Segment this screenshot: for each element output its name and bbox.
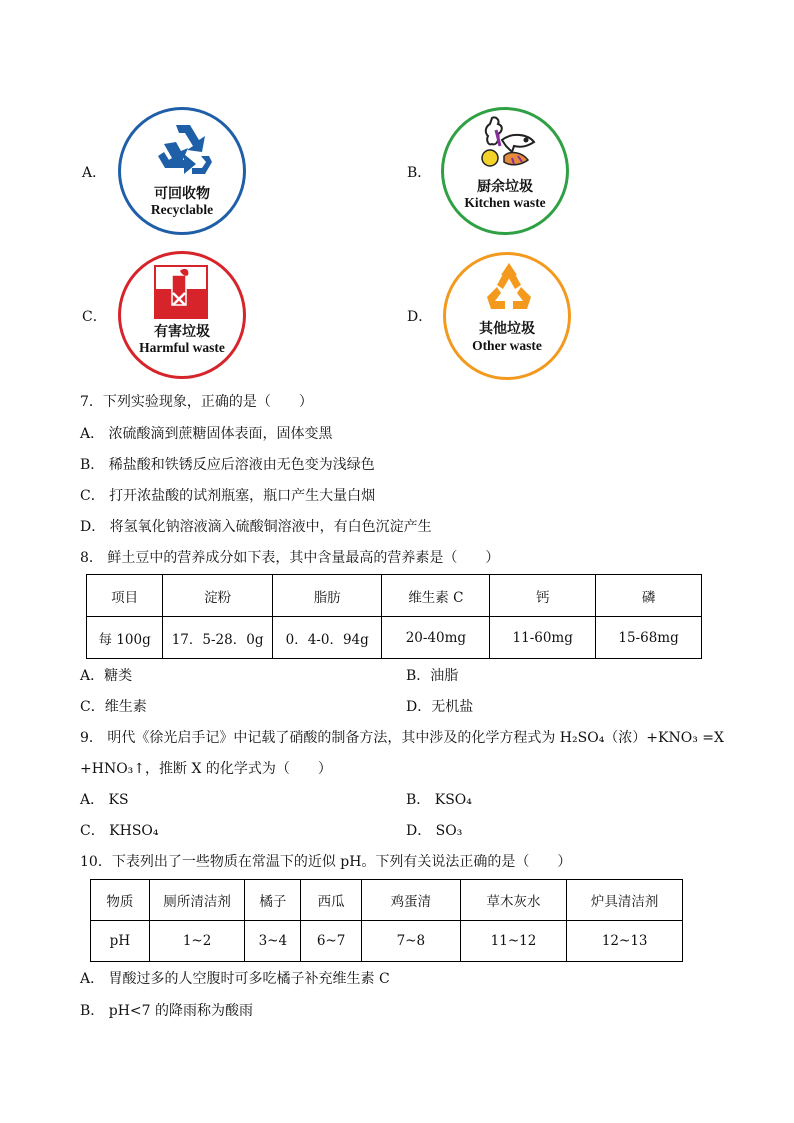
table-cell: 12~13 bbox=[567, 921, 683, 962]
question-9-option-c: C． KHSO₄ bbox=[80, 823, 159, 839]
question-9-option-b: B． KSO₄ bbox=[406, 792, 472, 808]
table-cell: 15-68mg bbox=[596, 617, 702, 659]
question-9-stem-line2: +HNO₃↑，推断 X 的化学式为（ ） bbox=[80, 761, 332, 777]
food-scraps-icon bbox=[478, 116, 540, 174]
bin-english-label: Harmful waste bbox=[139, 340, 225, 355]
option-d-letter: D． bbox=[407, 309, 433, 325]
bin-chinese-label: 有害垃圾 bbox=[154, 324, 210, 340]
other-waste-bin-logo bbox=[443, 252, 571, 380]
table-cell: 7~8 bbox=[362, 921, 461, 962]
harmful-waste-bin-logo bbox=[118, 251, 246, 379]
question-9-option-d: D． SO₃ bbox=[406, 823, 463, 839]
table-cell: 1~2 bbox=[149, 921, 245, 962]
question-8-option-b: B．油脂 bbox=[406, 668, 459, 684]
question-7-stem: 7．下列实验现象，正确的是（ ） bbox=[80, 394, 313, 410]
table-header-cell: 项目 bbox=[87, 575, 163, 617]
table-header-cell: 钙 bbox=[490, 575, 596, 617]
question-10-option-a: A． 胃酸过多的人空腹时可多吃橘子补充维生素 C bbox=[80, 971, 390, 987]
table-header-cell: 磷 bbox=[596, 575, 702, 617]
question-7-option-c: C． 打开浓盐酸的试剂瓶塞，瓶口产生大量白烟 bbox=[80, 488, 376, 504]
question-9-option-a: A． KS bbox=[80, 792, 129, 808]
table-header-cell: 鸡蛋清 bbox=[362, 880, 461, 921]
question-10-stem: 10．下表列出了一些物质在常温下的近似 pH。下列有关说法正确的是（ ） bbox=[80, 854, 572, 870]
bin-chinese-label: 厨余垃圾 bbox=[477, 179, 533, 195]
table-cell: 每 100g bbox=[87, 617, 163, 659]
other-waste-icon bbox=[483, 261, 535, 313]
table-cell: 11~12 bbox=[460, 921, 567, 962]
table-header-cell: 物质 bbox=[91, 880, 150, 921]
table-cell: 11-60mg bbox=[490, 617, 596, 659]
table-header-cell: 炉具清洁剂 bbox=[567, 880, 683, 921]
table-header-cell: 维生素 C bbox=[382, 575, 490, 617]
table-cell: 20-40mg bbox=[382, 617, 490, 659]
table-cell: 3~4 bbox=[245, 921, 301, 962]
option-c-letter: C． bbox=[82, 309, 107, 325]
option-a-letter: A． bbox=[82, 165, 107, 181]
ph-table bbox=[90, 879, 683, 962]
bin-english-label: Recyclable bbox=[150, 202, 214, 217]
question-8-stem: 8． 鲜土豆中的营养成分如下表，其中含量最高的营养素是（ ） bbox=[80, 550, 500, 566]
recycle-icon bbox=[152, 122, 214, 178]
table-header-cell: 草木灰水 bbox=[460, 880, 567, 921]
table-header-cell: 厕所清洁剂 bbox=[149, 880, 245, 921]
table-header-cell: 脂肪 bbox=[272, 575, 382, 617]
table-header-cell: 西瓜 bbox=[301, 880, 362, 921]
table-header-cell: 橘子 bbox=[245, 880, 301, 921]
table-cell: 6~7 bbox=[301, 921, 362, 962]
bin-english-label: Other waste bbox=[472, 338, 542, 353]
nutrition-table bbox=[86, 574, 702, 659]
question-7-option-a: A． 浓硫酸滴到蔗糖固体表面，固体变黑 bbox=[80, 426, 333, 442]
table-cell: pH bbox=[91, 921, 150, 962]
question-7-option-b: B． 稀盐酸和铁锈反应后溶液由无色变为浅绿色 bbox=[80, 457, 375, 473]
question-9-stem-line1: 9． 明代《徐光启手记》中记载了硝酸的制备方法，其中涉及的化学方程式为 H₂SO₄（浓）+KNO₃ =X bbox=[80, 730, 724, 746]
kitchen-waste-bin-logo bbox=[441, 107, 569, 235]
question-10-option-b: B． pH<7 的降雨称为酸雨 bbox=[80, 1003, 253, 1019]
question-8-option-c: C．维生素 bbox=[80, 699, 147, 715]
question-7-option-d: D． 将氢氧化钠溶液滴入硫酸铜溶液中，有白色沉淀产生 bbox=[80, 519, 432, 535]
question-8-option-a: A．糖类 bbox=[80, 668, 133, 684]
recyclable-bin-logo bbox=[118, 107, 246, 235]
table-cell: 17．5-28．0g bbox=[163, 617, 273, 659]
question-8-option-d: D．无机盐 bbox=[406, 699, 474, 715]
bin-chinese-label: 可回收物 bbox=[154, 186, 210, 202]
table-header-cell: 淀粉 bbox=[163, 575, 273, 617]
bin-english-label: Kitchen waste bbox=[464, 195, 546, 210]
option-b-letter: B． bbox=[407, 165, 432, 181]
bin-chinese-label: 其他垃圾 bbox=[479, 321, 535, 337]
table-cell: 0．4-0．94g bbox=[272, 617, 382, 659]
harmful-battery-icon bbox=[154, 265, 208, 319]
